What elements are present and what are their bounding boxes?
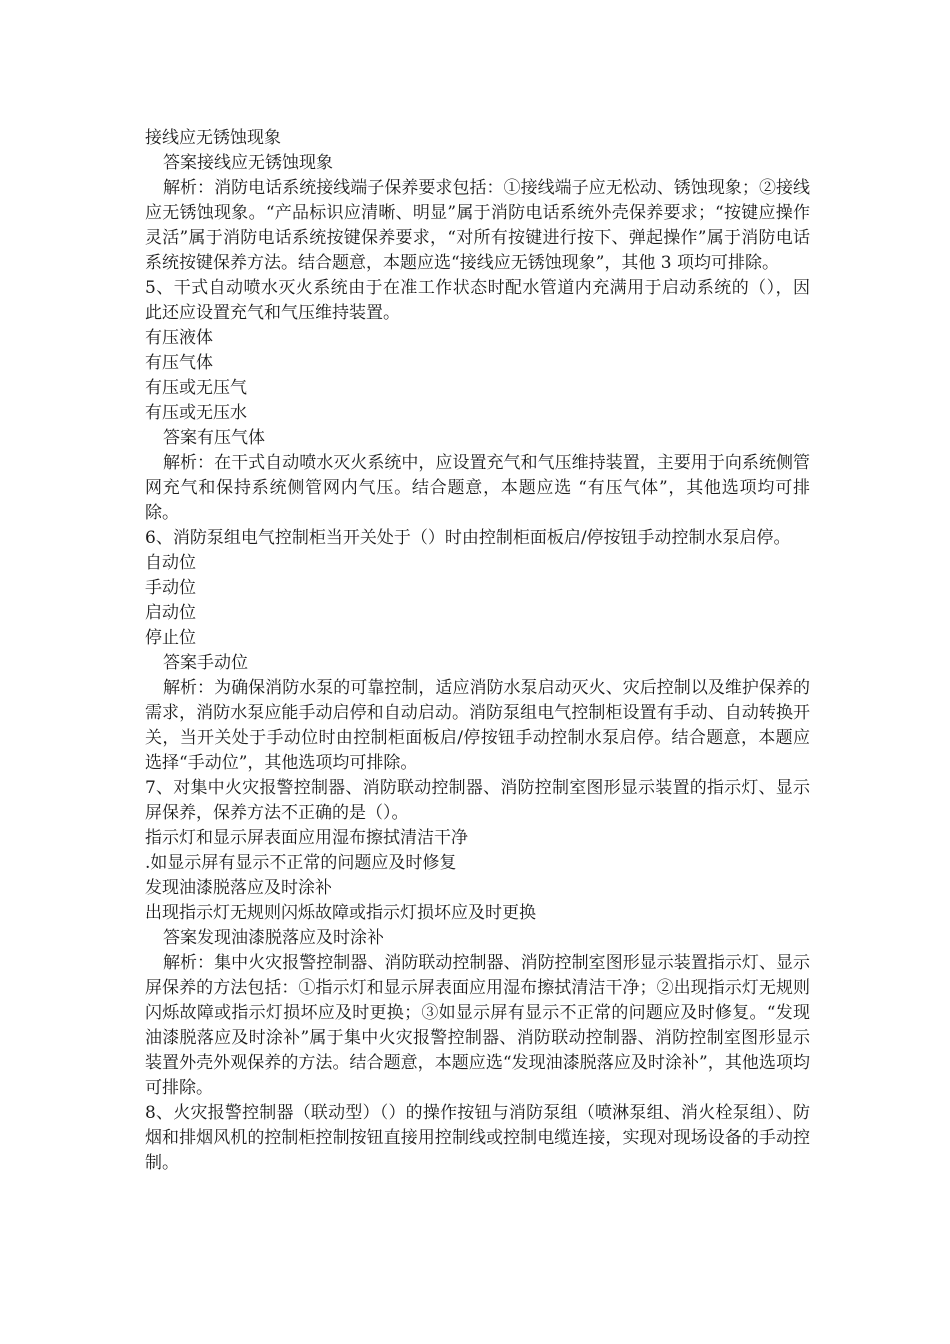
question-6: 6、消防泵组电气控制柜当开关处于（）时由控制柜面板启/停按钮手动控制水泵启停。 <box>145 528 791 548</box>
option-text: 发现油漆脱落应及时涂补 <box>145 878 332 898</box>
option-text: 手动位 <box>145 578 196 598</box>
option-text: 停止位 <box>145 628 196 648</box>
explanation-paragraph: 解析：为确保消防水泵的可靠控制，适应消防水泵启动灭火、灾后控制以及维护保养的需求，消防水泵应能手动启停和自动启动。消防泵组电气控制柜设置有手动、自动转换开关，当开关处于手动位时由控制柜面板启/停按钮手动控制水泵启停。结合题意，本题应选择“手动位”，其他选项均可排除。 <box>145 678 810 773</box>
question-8: 8、火灾报警控制器（联动型）（）的操作按钮与消防泵组（喷淋泵组、消火栓泵组）、防烟和排烟风机的控制柜控制按钮直接用控制线或控制电缆连接，实现对现场设备的手动控制。 <box>145 1103 810 1173</box>
explanation-paragraph: 解析：消防电话系统接线端子保养要求包括：①接线端子应无松动、锈蚀现象；②接线应无锈蚀现象。“产品标识应清晰、明显”属于消防电话系统外壳保养要求；“按键应操作灵活”属于消防电话系统按键保养要求，“对所有按键进行按下、弹起操作”属于消防电话系统按键保养方法。结合题意，本题应选“接线应无锈蚀现象”，其他 3 项均可排除。 <box>145 178 810 273</box>
option-text: 有压气体 <box>145 353 213 373</box>
answer-text: 答案接线应无锈蚀现象 <box>163 153 333 173</box>
answer-text: 答案有压气体 <box>163 428 265 448</box>
option-text: 自动位 <box>145 553 196 573</box>
option-text: 有压或无压水 <box>145 403 247 423</box>
option-text: 接线应无锈蚀现象 <box>145 128 281 148</box>
option-text: 指示灯和显示屏表面应用湿布擦拭清洁干净 <box>145 828 468 848</box>
answer-text: 答案手动位 <box>163 653 248 673</box>
question-7: 7、对集中火灾报警控制器、消防联动控制器、消防控制室图形显示装置的指示灯、显示屏保养，保养方法不正确的是（）。 <box>145 778 810 823</box>
answer-text: 答案发现油漆脱落应及时涂补 <box>163 928 384 948</box>
option-text: 有压液体 <box>145 328 213 348</box>
option-text: 出现指示灯无规则闪烁故障或指示灯损坏应及时更换 <box>145 903 536 923</box>
explanation-paragraph: 解析：在干式自动喷水灭火系统中，应设置充气和气压维持装置，主要用于向系统侧管网充气和保持系统侧管网内气压。结合题意，本题应选 “有压气体”，其他选项均可排除。 <box>145 453 810 523</box>
question-5: 5、干式自动喷水灭火系统由于在准工作状态时配水管道内充满用于启动系统的（），因此还应设置充气和气压维持装置。 <box>145 278 810 323</box>
explanation-paragraph: 解析：集中火灾报警控制器、消防联动控制器、消防控制室图形显示装置指示灯、显示屏保养的方法包括：①指示灯和显示屏表面应用湿布擦拭清洁干净；②出现指示灯无规则闪烁故障或指示灯损坏应及时更换；③如显示屏有显示不正常的问题应及时修复。“发现油漆脱落应及时涂补”属于集中火灾报警控制器、消防联动控制器、消防控制室图形显示装置外壳外观保养的方法。结合题意，本题应选“发现油漆脱落应及时涂补”，其他选项均可排除。 <box>145 953 810 1098</box>
option-text: .如显示屏有显示不正常的问题应及时修复 <box>145 853 457 873</box>
document-page <box>145 126 810 1176</box>
option-text: 启动位 <box>145 603 196 623</box>
option-text: 有压或无压气 <box>145 378 247 398</box>
